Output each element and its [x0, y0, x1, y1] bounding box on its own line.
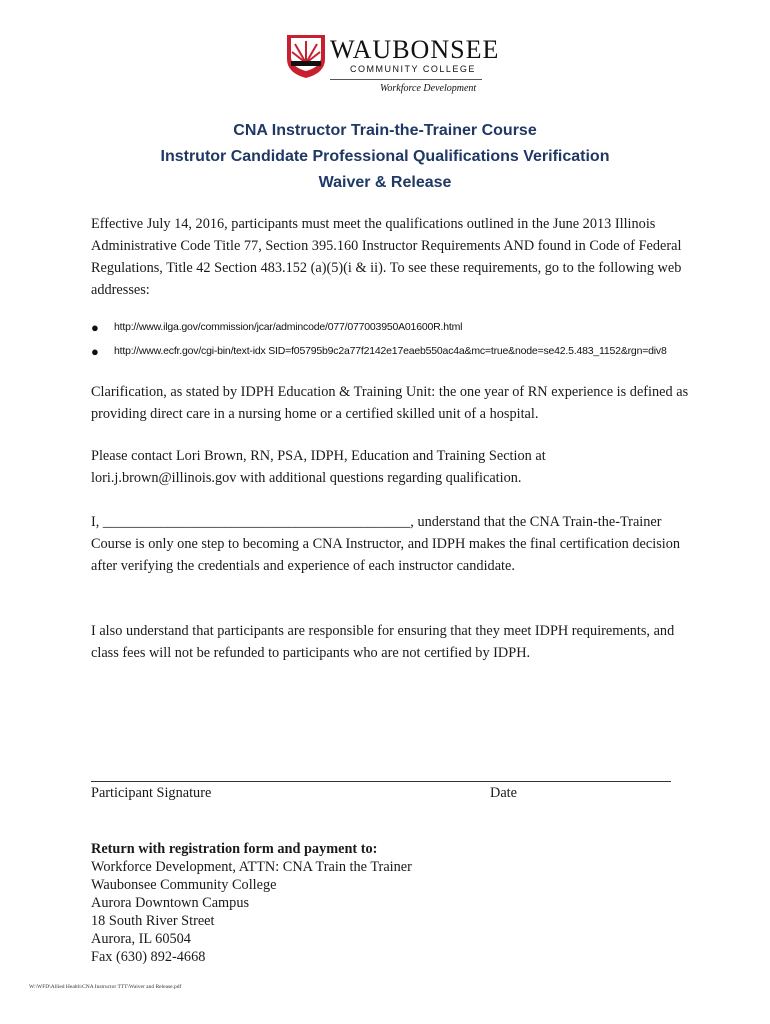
- title-line-2: Instrutor Candidate Professional Qualifications Verification: [160, 148, 610, 165]
- ilga-link[interactable]: http://www.ilga.gov/commission/jcar/admincode/077/077003950A01600R.html: [114, 321, 463, 333]
- return-heading: Return with registration form and payment to:: [91, 841, 378, 857]
- sunburst-emblem-icon: [286, 33, 326, 79]
- list-item: [91, 320, 741, 344]
- document-title: [0, 118, 770, 196]
- return-line-5: Aurora, IL 60504: [91, 931, 191, 947]
- participant-signature-line[interactable]: [91, 781, 491, 782]
- return-line-2: Waubonsee Community College: [91, 877, 277, 893]
- list-item: [91, 344, 741, 368]
- contact-paragraph: Please contact Lori Brown, RN, PSA, IDPH, Education and Training Section at lori.j.brown@illinois.gov with additional questions regarding qualification.: [91, 448, 546, 486]
- title-line-1: CNA Instructor Train-the-Trainer Course: [233, 122, 537, 139]
- requirements-links: [91, 320, 741, 368]
- logo-division: Workforce Development: [380, 83, 477, 94]
- date-label: Date: [490, 785, 517, 801]
- return-line-3: Aurora Downtown Campus: [91, 895, 250, 911]
- effective-paragraph: Effective July 14, 2016, participants must meet the qualifications outlined in the June 2013 Illinois Administrative Code Title 77, Section 395.160 Instructor Requirements AND found in Code of Federal Regulations, Title 42 Section 483.152 (a)(5)(i & ii). To see these requirements, go to the following web addresses:: [91, 216, 682, 298]
- participant-signature-label: Participant Signature: [91, 785, 212, 801]
- logo-divider: [330, 79, 482, 80]
- ecfr-link[interactable]: http://www.ecfr.gov/cgi-bin/text-idx SID=f05795b9c2a77f2142e17eaeb550ac4a&mc=true&node=se42.5.483_1152&rgn=div8: [114, 345, 667, 357]
- file-path-footer: W:\WFD\Allied Health\CNA Instructor TTT\Waiver and Release.pdf: [29, 984, 182, 990]
- return-line-6: Fax (630) 892-4668: [91, 949, 206, 965]
- return-line-4: 18 South River Street: [91, 913, 215, 929]
- logo-subtitle: COMMUNITY COLLEGE: [350, 64, 476, 74]
- bullet-icon: ●: [91, 320, 99, 335]
- title-line-3: Waiver & Release: [318, 174, 452, 191]
- date-line[interactable]: [489, 781, 671, 782]
- also-understand-paragraph: I also understand that participants are responsible for ensuring that they meet IDPH requirements, and class fees will not be refunded to participants who are not certified by IDPH.: [91, 623, 675, 661]
- clarification-paragraph: Clarification, as stated by IDPH Education & Training Unit: the one year of RN experience is defined as providing direct care in a nursing home or a certified skilled unit of a hospital.: [91, 384, 689, 422]
- waubonsee-logo: [286, 33, 500, 97]
- return-line-1: Workforce Development, ATTN: CNA Train the Trainer: [91, 859, 412, 875]
- logo-name: WAUBONSEE: [330, 35, 500, 64]
- return-address-block: [91, 840, 412, 966]
- bullet-icon: ●: [91, 344, 99, 359]
- understand-paragraph: I, ___________________________________________, understand that the CNA Train-the-Trainer Course is only one step to becoming a CNA Instructor, and IDPH makes the final certification decision after verifying the credentials and experience of each instructor candidate.: [91, 514, 681, 574]
